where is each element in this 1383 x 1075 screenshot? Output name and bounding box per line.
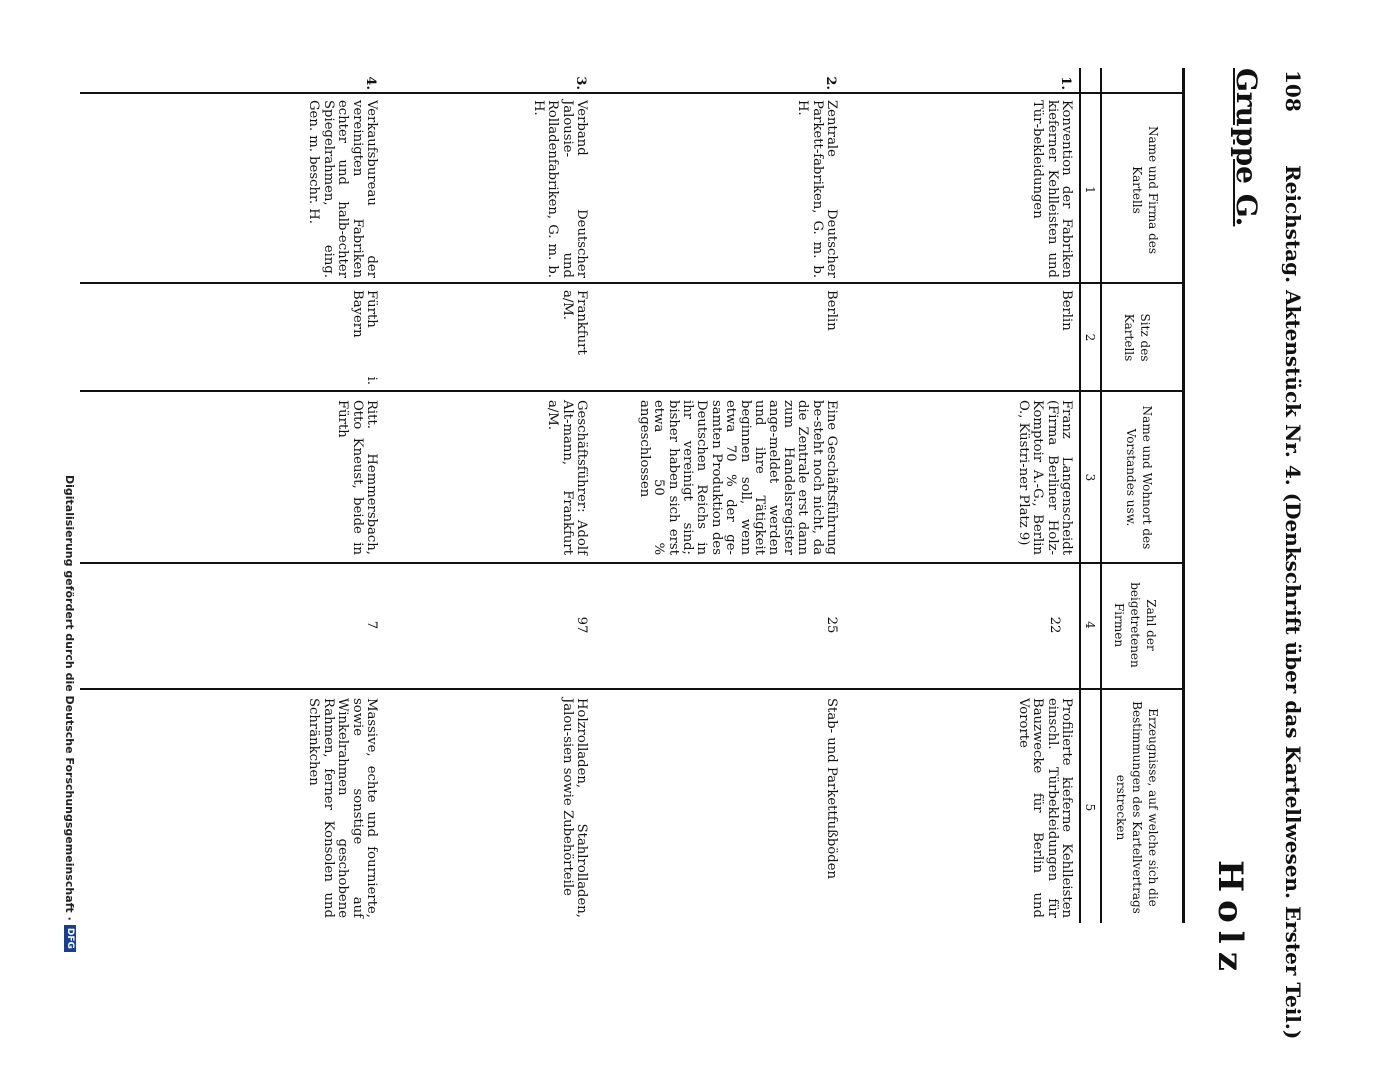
row-1-products: Profilierte kieferne Kehlleisten einschl. Türbekleidungen für Bauzwecke für Berlin und Vororte [1015,698,1074,918]
column-header-members: Zahl der beigetretenen Firmen [1112,582,1158,668]
column-divider-3-4 [80,562,1185,564]
column-divider-2-3 [80,390,1185,392]
column-divider-4-5 [80,688,1185,690]
row-2-members: 25 [824,616,839,634]
row-4-seat: Fürth i. Bayern [349,290,379,385]
dfg-logo: DFG [64,925,76,952]
table-header-rule [1100,68,1102,923]
row-4-products: Massive, echte und fournierte, sowie sonstige auf Winkelrahmen geschobene Rahmen, ferner Konsolen und Schränkchen [306,698,379,918]
row-number: 4. [363,76,378,90]
row-1-members: 22 [1047,616,1062,634]
column-number-1: 1 [1083,186,1097,194]
row-number: 1. [1058,76,1073,90]
row-2-board: Eine Geschäftsführung be-steht noch nicht, da die Zentrale erst dann zum Handelsregister ange-meldet werden und ihre Tätigkeit beginnen soll, wenn etwa 70 % der ge-samten Produktion des Deutschen Reichs in ihr vereinigt sind; bisher haben sich erst etwa 50 % angeschlossen [636,400,839,555]
table-column-number-rule [1079,68,1081,923]
row-3-board: Geschäftsführer: Adolf Alt-mann, Frankfurt a/M. [545,400,589,555]
column-number-2: 2 [1083,333,1097,342]
column-header-name: Name und Firma des Kartells [1130,125,1160,255]
section-title: Holz [1210,860,1250,980]
row-2-seat: Berlin [824,290,839,331]
column-header-seat: Sitz des Kartells [1122,313,1152,362]
table-left-rule [80,92,1185,94]
row-4-board: Ritt. Hemmersbach, Otto Kneust, beide in Fürth [335,400,379,555]
row-2-name: Zentrale Deutscher Parkett-fabriken, G. m. b. H. [795,100,839,278]
row-3-members: 97 [574,616,589,634]
row-2-products: Stab- und Parkettfußböden [824,698,839,880]
row-4-name: Verkaufsbureau der vereinigten Fabriken echter und halb-echter Spiegelrahmen, eing. Gen. m. beschr. H. [306,100,379,278]
row-number: 2. [823,76,838,90]
credit-text: Digitalisierung gefördert durch die Deutsche Forschungsgemeinschaft [63,475,77,913]
row-4-members: 7 [364,620,379,630]
column-header-board: Name und Wohnort des Vorstandes usw. [1124,405,1154,550]
row-3-products: Holzrolladen, Stahlrolladen, Jalou-sien sowie Zubehörteile [559,698,589,918]
column-divider-1-2 [80,282,1185,284]
row-3-seat: Frankfurt a/M. [559,290,589,355]
row-1-board: Franz Langenscheidt (Firma Berliner Holz-Komptoir A.-G., Berlin O., Küstri-ner Platz 9) [1015,400,1074,555]
table-top-rule [1182,68,1185,923]
column-number-4: 4 [1083,621,1097,629]
page-number: 108 [1281,70,1305,112]
digitization-credit: Digitalisierung gefördert durch die Deutsche Forschungsgemeinschaft · DFG [61,475,79,1075]
column-number-3: 3 [1083,473,1097,482]
running-title: Reichstag. Aktenstück Nr. 4. (Denkschrift über das Kartellwesen. Erster Teil.) [1281,165,1305,1040]
group-title: Gruppe G. [1230,68,1263,227]
row-1-seat: Berlin [1059,290,1074,331]
row-1-name: Konvention der Fabriken kieferner Kehlleisten und Tür-bekleidungen [1030,100,1074,278]
column-header-products: Erzeugnisse, auf welche sich die Bestimmungen des Kartellvertrags erstrecken [1114,701,1160,914]
row-3-name: Verband Deutscher Jalousie- und Rolladenfabriken, G. m. b. H. [530,100,589,278]
column-number-5: 5 [1083,803,1097,812]
row-number: 3. [573,76,588,90]
